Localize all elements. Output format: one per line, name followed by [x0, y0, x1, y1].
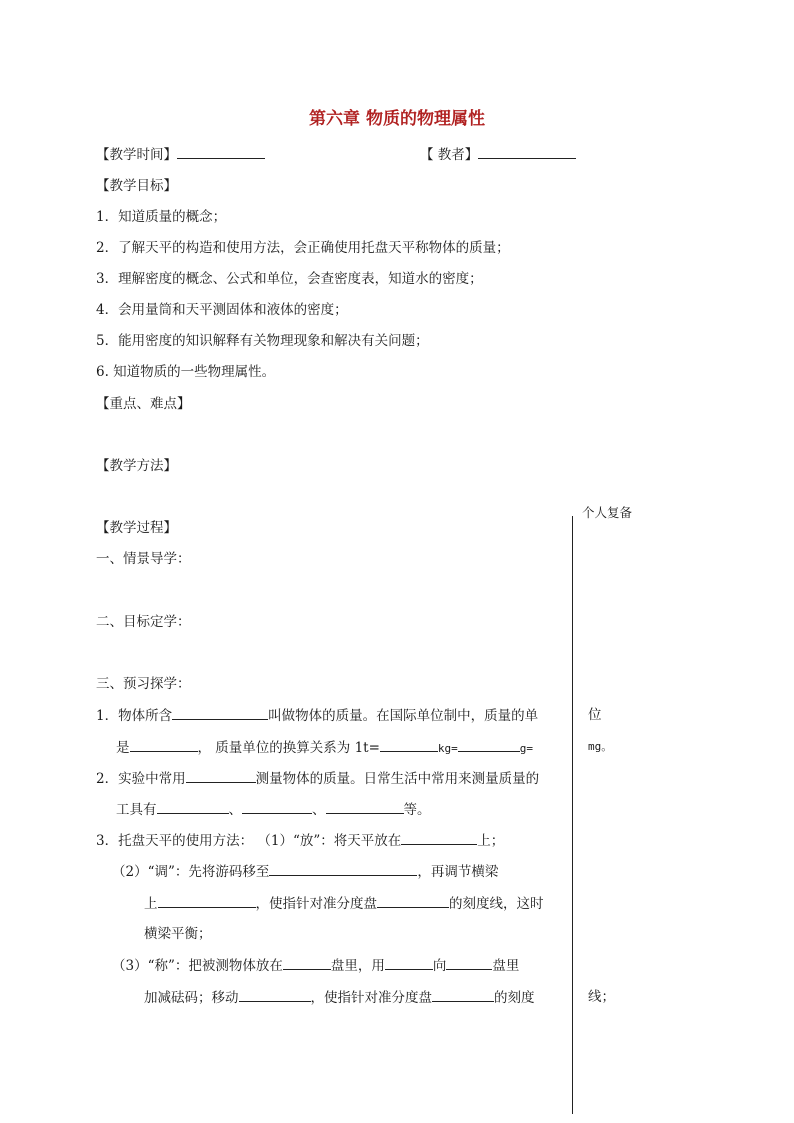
q3-blank-5[interactable]: [283, 955, 331, 970]
q2-text-f: 等。: [403, 802, 431, 818]
q3-text-n: ，使指针对准分度盘: [310, 990, 432, 1006]
q3-text-o: 的刻度: [494, 990, 535, 1006]
goals-heading: 【教学目标】: [96, 178, 177, 194]
method-heading: 【教学方法】: [96, 458, 177, 474]
q1-text-d: ， 质量单位的换算关系为 1t=: [197, 740, 380, 756]
q2-blank-2[interactable]: [157, 799, 229, 814]
q2-blank-4[interactable]: [326, 799, 404, 814]
section-preview: 三、预习探学：: [96, 676, 191, 692]
q3-text-k: 向: [432, 958, 447, 974]
q3-blank-8[interactable]: [239, 987, 311, 1002]
q1-text-c: 是: [116, 740, 130, 756]
q1-text-a: 1．物体所含: [96, 708, 173, 724]
q3-blank-3[interactable]: [158, 893, 256, 908]
question-1-line-2: [116, 737, 533, 759]
goal-item: 5．能用密度的知识解释有关物理现象和解决有关问题；: [96, 333, 429, 349]
q3-text-i: （3）“称”：把被测物体放在: [112, 958, 283, 974]
margin-divider: [572, 516, 573, 1114]
teaching-time-blank[interactable]: [177, 144, 265, 159]
teacher-label: 【 教者】: [420, 147, 479, 163]
q3-text-m: 加减砝码；移动: [144, 990, 239, 1006]
side-note-xian: 线；: [588, 989, 615, 1005]
teaching-time: [96, 144, 265, 165]
q2-text-d: 、: [228, 802, 242, 818]
teaching-time-label: 【教学时间】: [96, 147, 177, 163]
q3-text-a: 3．托盘天平的使用方法： （1）“放”：将天平放在: [96, 833, 402, 849]
q3-text-e: 上: [144, 896, 158, 912]
side-note-mg: mg。: [588, 740, 613, 753]
side-note-heading: 个人复备: [582, 505, 633, 520]
q3-blank-4[interactable]: [377, 893, 449, 908]
q2-text-e: 、: [312, 802, 326, 818]
section-goal: 二、目标定学：: [96, 614, 191, 630]
side-note-wei: 位: [588, 707, 602, 723]
goal-item: 1．知道质量的概念；: [96, 209, 227, 225]
question-3-line-2: [112, 861, 498, 882]
goal-item: 2．了解天平的构造和使用方法，会正确使用托盘天平称物体的质量；: [96, 240, 510, 256]
q3-text-c: （2）“调”：先将游码移至: [112, 864, 270, 880]
q2-text-c: 工具有: [116, 802, 157, 818]
q3-text-f: ，使指针对准分度盘: [255, 896, 377, 912]
question-2-line-1: [96, 768, 539, 789]
question-3-line-1: [96, 830, 504, 851]
goal-item: 6. 知道物质的一些物理属性。: [96, 364, 276, 380]
key-points-heading: 【重点、难点】: [96, 396, 191, 412]
question-3-line-3: [144, 893, 544, 914]
teacher-blank[interactable]: [478, 144, 576, 159]
question-3-line-4: 横梁平衡；: [144, 926, 212, 942]
q3-text-g: 的刻度线，这时: [449, 896, 544, 912]
q3-blank-7[interactable]: [446, 955, 492, 970]
q1-text-f: g=: [519, 742, 534, 755]
q3-text-b: 上；: [477, 833, 505, 849]
q3-text-d: ，再调节横梁: [417, 864, 499, 880]
q1-blank-4[interactable]: [458, 737, 520, 752]
goal-item: 4．会用量筒和天平测固体和液体的密度；: [96, 302, 348, 318]
question-3-line-5: [112, 955, 519, 976]
process-heading: 【教学过程】: [96, 520, 177, 536]
question-3-line-6: [144, 987, 535, 1008]
question-2-line-2: [116, 799, 431, 820]
q3-blank-6[interactable]: [385, 955, 433, 970]
question-1-line-1: [96, 705, 538, 726]
q1-blank-1[interactable]: [172, 705, 268, 720]
q2-blank-1[interactable]: [186, 768, 256, 783]
teacher: [420, 144, 576, 165]
q2-text-a: 2．实验中常用: [96, 771, 186, 787]
q1-blank-3[interactable]: [380, 737, 438, 752]
q1-text-b: 叫做物体的质量。在国际单位制中，质量的单: [268, 708, 539, 724]
q2-blank-3[interactable]: [242, 799, 312, 814]
q3-text-j: 盘里，用: [330, 958, 385, 974]
q3-text-l: 盘里: [492, 958, 520, 974]
q3-blank-1[interactable]: [401, 830, 477, 845]
section-situation: 一、情景导学：: [96, 551, 191, 567]
q1-text-e: kg=: [437, 742, 458, 755]
goal-item: 3．理解密度的概念、公式和单位，会查密度表，知道水的密度；: [96, 271, 483, 287]
q1-blank-2[interactable]: [130, 737, 198, 752]
page-title: 第六章 物质的物理属性: [309, 109, 485, 129]
q3-blank-2[interactable]: [269, 861, 417, 876]
q2-text-b: 测量物体的质量。日常生活中常用来测量质量的: [255, 771, 540, 787]
q3-blank-9[interactable]: [432, 987, 494, 1002]
